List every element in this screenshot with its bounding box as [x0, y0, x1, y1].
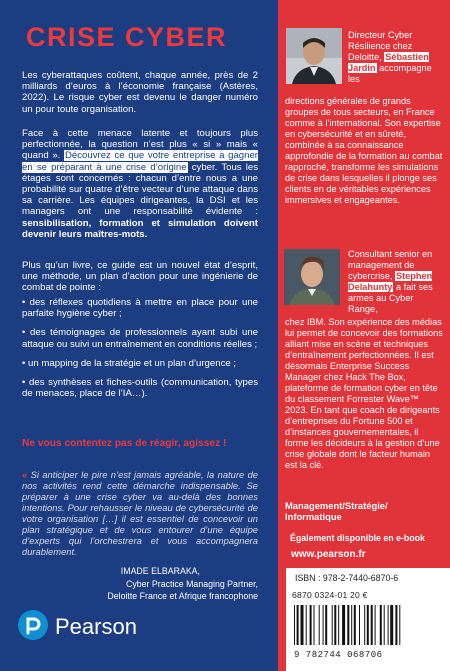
barcode-graphic — [294, 605, 444, 645]
barcode-panel — [286, 568, 450, 671]
signature-role: Cyber Practice Managing Partner, — [125, 578, 258, 589]
threat-text-middle: cyber. Tous les étages sont concernés : chacun d’entre nous a une probabilité sur quatre d’être vecteur d’une attaque dans sa carrière. Les équipes dirigeantes, la DSI et les managers ont une responsabilité évidente : — [22, 161, 258, 218]
barcode-digits: 9 782744 068706 — [294, 650, 383, 660]
publisher-name: Pearson — [55, 614, 137, 639]
publisher-website: www.pearson.fr — [291, 549, 366, 560]
endorsement-quote — [22, 469, 258, 557]
barcode-bar — [310, 605, 312, 645]
feature-list — [22, 297, 258, 407]
feature-item: • des témoignages de professionnels ayant subi une attaque ou suivi un entraînement en conditions réelles ; — [22, 327, 258, 350]
threat-text-start: Face à cette menace latente et toujours plus perfectionnée, la question n’est plus « si » mais « quand ». — [22, 128, 258, 162]
category-label: Management/Stratégie/ Informatique — [285, 500, 388, 522]
barcode-bar — [367, 605, 369, 645]
barcode-bar — [334, 605, 336, 645]
barcode-bar — [306, 605, 307, 645]
barcode-bar — [347, 605, 349, 645]
barcode-bar — [375, 605, 376, 645]
author-photo-jardin — [286, 28, 342, 84]
quote-text: Si anticiper le pire n’est jamais agréable, la nature de nos activités rend cette démarche indispensable. Se préparer à une crise cyber va au-delà des bonnes intentions. Pour rehausser le niveau de cybersécurité de votre organisation […] il est essentiel de concevoir un plan stratégique et de vous entourer d’une équipe d’experts qui l’orchestrera et vous accompagnera durablement. — [22, 469, 258, 557]
barcode-bar — [371, 605, 373, 645]
barcode-bar — [342, 605, 345, 645]
guide-paragraph: Plus qu’un livre, ce guide est un nouvel état d’esprit, une méthode, un plan d’action pour une ingénierie de combat de pointe : — [22, 260, 258, 294]
threat-highlight: Découvrez ce que votre entreprise a gagner en se préparant à une crise d’origine — [22, 150, 259, 173]
author2-after-name: a fait ses armes au Cyber Range, — [348, 282, 433, 314]
author1-intro-text: Directeur Cyber Résilience chez Deloitte, — [348, 30, 413, 62]
author-photo-delahunty — [284, 249, 340, 305]
intro-paragraph: Les cyberattaques coûtent, chaque année, près de 2 milliards d’euros à l’économie française (Astères, 2022). Le risque cyber est devenu le danger numéro un pour toute organisation. — [22, 70, 258, 115]
feature-item: • des réflexes quotidiens à mettre en place pour une parfaite hygiène cyber ; — [22, 297, 258, 320]
author1-after-name: accompagne les — [348, 63, 432, 84]
author1-intro — [348, 30, 444, 85]
barcode-bar — [351, 605, 352, 645]
barcode-bar — [325, 605, 327, 645]
barcode-bar — [338, 605, 339, 645]
barcode-bar — [314, 605, 315, 645]
barcode-bar — [294, 605, 295, 645]
quote-signature — [22, 565, 258, 603]
threat-paragraph — [22, 128, 258, 240]
barcode-bar — [354, 605, 356, 645]
pearson-logo-icon — [18, 610, 48, 640]
barcode-bar — [319, 605, 320, 645]
feature-item: • des synthèses et fiches-outils (communication, types de menaces, place de l’IA…). — [22, 377, 258, 400]
barcode-bar — [399, 605, 400, 645]
author2-intro-text: Consultant senior en management de cybercrise, — [348, 249, 433, 281]
barcode-bar — [359, 605, 360, 645]
barcode-bar — [380, 605, 382, 645]
barcode-bar — [390, 605, 393, 645]
ebook-availability: Également disponible en e-book — [290, 533, 425, 543]
author1-bio: directions générales de grands groupes de tous secteurs, en France comme à l’international. Son expertise en cybersécurité et en sûreté, combinée à sa connaissance approfondie de la formation au combat rapproché, transforme les simulations de crise dans lesquelles il plonge ses clients en de véritables expériences immersives et engageantes. — [285, 96, 443, 205]
barcode-bar — [384, 605, 385, 645]
feature-item: • un mapping de la stratégie et un plan d’urgence ; — [22, 357, 237, 369]
barcode-bar — [395, 605, 397, 645]
isbn-label: ISBN : 978-2-7440-6870-6 — [295, 573, 399, 583]
author2-intro — [348, 249, 444, 315]
author2-bio: chez IBM. Son expérience des médias lui permet de concevoir des formations alliant mise en scène et techniques d’entraînement perfectionnées. Il est désormais Enterprise Success Manager chez Hack The Box, plateforme de formation cyber en tête du classement Forrester Wave™ 2023. En tant que coach de dirigeants d’entreprises du Fortune 500 et d’instances gouvernementales, il forme les décideurs à la gestion d’une crise globale dont le facteur humain est la clé. — [285, 317, 443, 470]
barcode-bar — [297, 605, 299, 645]
threat-text-bold: sensibilisation, formation et simulation doivent devenir leurs maîtres-mots. — [22, 217, 258, 240]
book-title: CRISE CYBER — [26, 22, 228, 52]
call-to-action: Ne vous contentez pas de réagir, agissez ! — [22, 438, 227, 449]
signature-name: IMADE ELBARAKA, — [120, 566, 200, 576]
barcode-bar — [301, 605, 304, 645]
author1-name: Sébastien Jardin — [348, 52, 429, 73]
barcode-bar — [323, 605, 324, 645]
barcode-bar — [388, 605, 389, 645]
barcode-bar — [364, 605, 365, 645]
barcode-bar — [332, 605, 333, 645]
signature-org: Deloitte France et Afrique francophone — [107, 591, 258, 601]
product-code: 6870 0324-01 20 € — [292, 590, 368, 600]
quote-mark: « — [22, 469, 28, 480]
author2-name: Stephen Delahunty — [348, 271, 433, 292]
